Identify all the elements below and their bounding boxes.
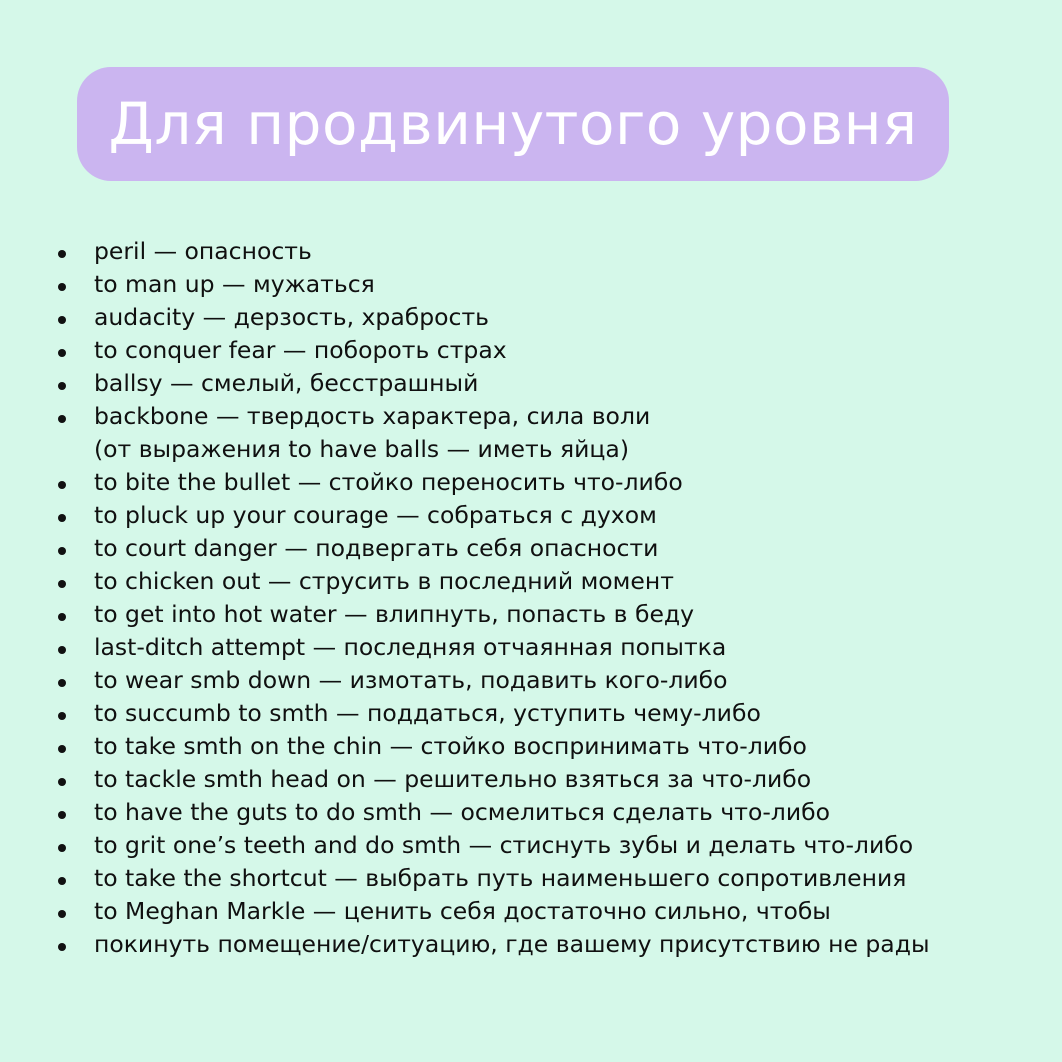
bullet-icon [58,943,66,951]
bullet-icon [58,250,66,258]
list-item [54,631,1044,664]
list-item [54,598,1044,631]
bullet-icon [58,646,66,654]
list-item-text: to take the shortcut — выбрать путь наименьшего сопротивления [94,864,907,892]
list-item [54,301,1044,334]
bullet-icon [58,547,66,555]
bullet-icon [58,316,66,324]
list-item-text: to court danger — подвергать себя опасности [94,534,659,562]
list-item [54,466,1044,499]
list-item [54,763,1044,796]
bullet-icon [58,811,66,819]
bullet-icon [58,415,66,423]
list-item-text: backbone — твердость характера, сила воли [94,402,651,430]
list-item-text: to bite the bullet — стойко переносить что-либо [94,468,683,496]
list-item-text: (от выражения to have balls — иметь яйца) [94,435,629,463]
bullet-icon [58,580,66,588]
list-item [54,796,1044,829]
bullet-icon [58,679,66,687]
bullet-icon [58,712,66,720]
list-item [54,400,1044,466]
list-item-text: to have the guts to do smth — осмелиться сделать что-либо [94,798,830,826]
bullet-icon [58,481,66,489]
list-item [54,730,1044,763]
list-item-text: to pluck up your courage — собраться с духом [94,501,657,529]
list-item [54,895,1044,928]
list-item-text: to conquer fear — побороть страх [94,336,507,364]
list-item-text: peril — опасность [94,237,312,265]
list-item-text: to tackle smth head on — решительно взяться за что-либо [94,765,812,793]
list-item-text: покинуть помещение/ситуацию, где вашему присутствию не рады [94,930,930,958]
bullet-icon [58,514,66,522]
list-item [54,235,1044,268]
list-item [54,532,1044,565]
list-item [54,928,1044,961]
list-item-text: to man up — мужаться [94,270,375,298]
bullet-icon [58,613,66,621]
list-item [54,862,1044,895]
vocabulary-list [54,235,1044,961]
list-item [54,697,1044,730]
list-item [54,664,1044,697]
bullet-icon [58,778,66,786]
list-item-text: ballsy — смелый, бесстрашный [94,369,479,397]
bullet-icon [58,844,66,852]
title-banner [77,67,949,181]
page-title: Для продвинутого уровня [108,90,918,158]
bullet-icon [58,283,66,291]
list-item-text: to take smth on the chin — стойко воспринимать что-либо [94,732,807,760]
list-item [54,367,1044,400]
bullet-icon [58,877,66,885]
list-item-text: audacity — дерзость, храбрость [94,303,489,331]
bullet-icon [58,382,66,390]
list-item [54,499,1044,532]
list-item [54,334,1044,367]
list-item-text: to grit one’s teeth and do smth — стиснуть зубы и делать что-либо [94,831,914,859]
list-item-text: to wear smb down — измотать, подавить кого-либо [94,666,728,694]
list-item-text: to Meghan Markle — ценить себя достаточно сильно, чтобы [94,897,831,925]
list-item-text: to succumb to smth — поддаться, уступить чему-либо [94,699,761,727]
list-item-text: last-ditch attempt — последняя отчаянная попытка [94,633,727,661]
bullet-icon [58,745,66,753]
list-item [54,829,1044,862]
bullet-icon [58,349,66,357]
list-item [54,268,1044,301]
list-item [54,565,1044,598]
list-item-text: to chicken out — струсить в последний момент [94,567,674,595]
list-item-text: to get into hot water — влипнуть, попасть в беду [94,600,695,628]
bullet-icon [58,910,66,918]
